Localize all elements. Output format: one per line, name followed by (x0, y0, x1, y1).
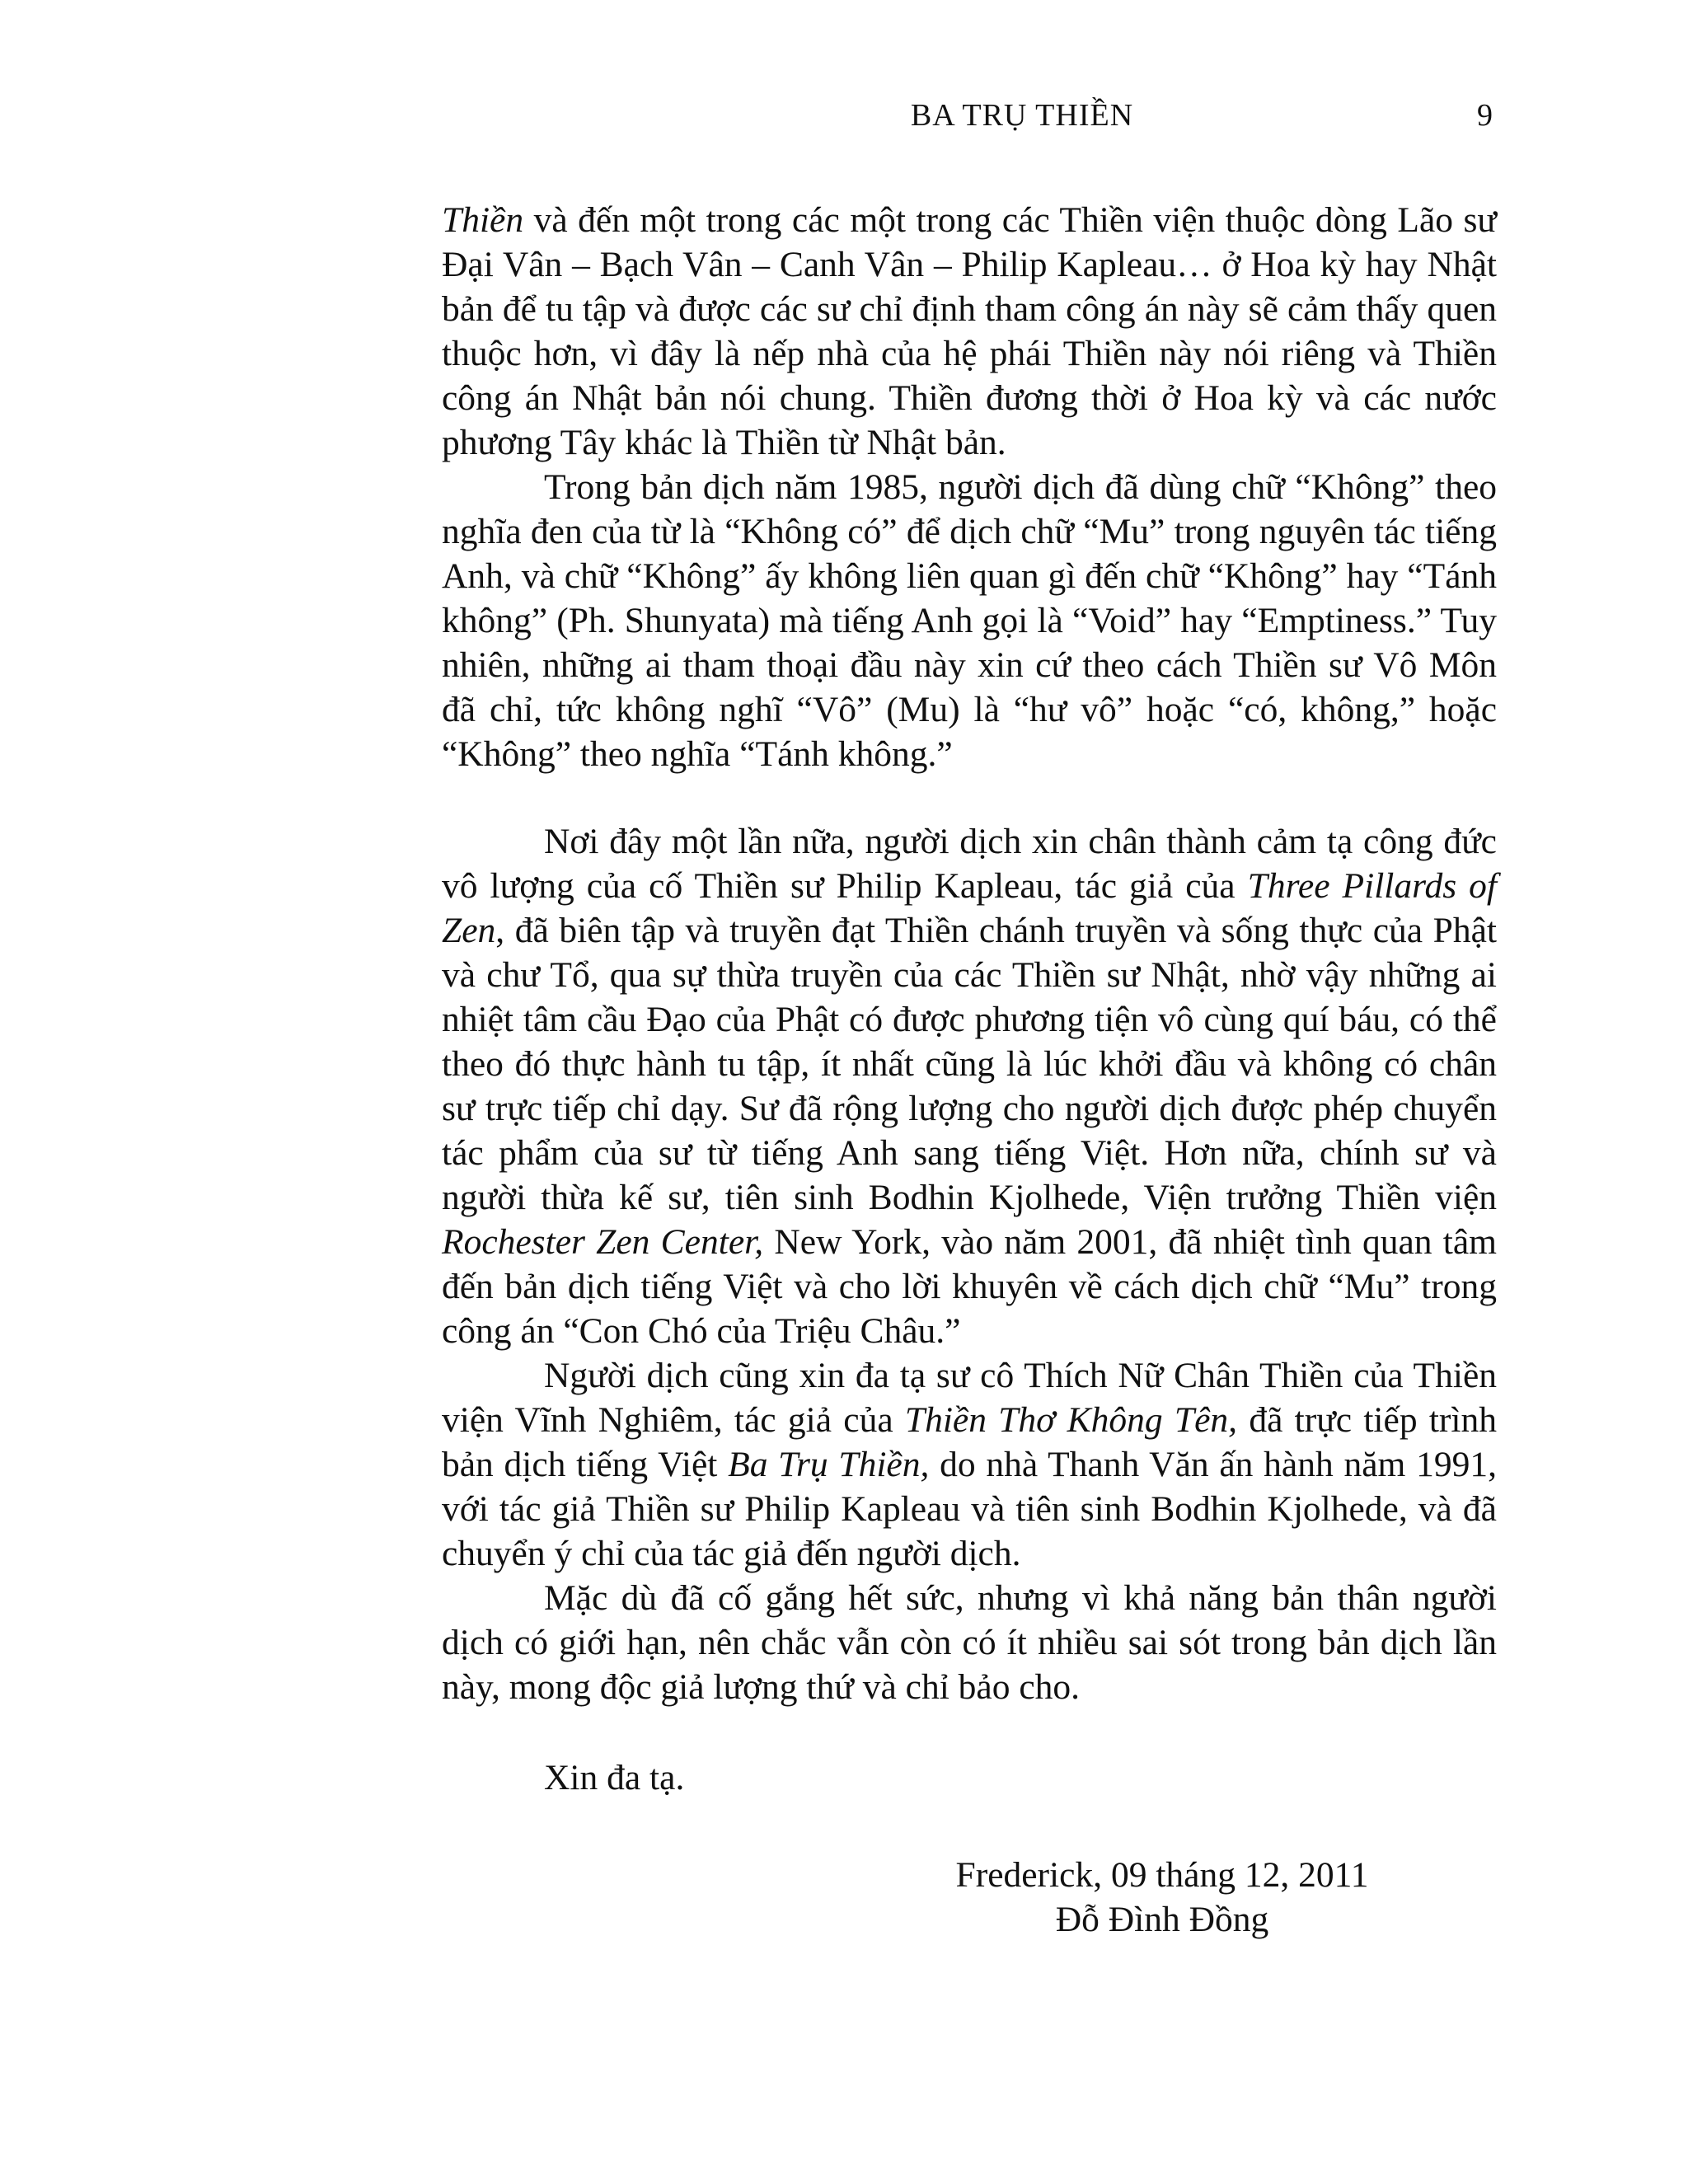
place-and-date: Frederick, 09 tháng 12, 2011 (955, 1855, 1369, 1895)
text-run: và đến một trong các một trong các Thiền viện thuộc dòng Lão sư Đại Vân – Bạch Vân – Canh Vân – Philip Kapleau… ở Hoa kỳ hay Nhật bản để tu tập và được các sư chỉ định tham công án này sẽ cảm thấy quen thuộc hơn, vì đây là nếp nhà của hệ phái Thiền này nói riêng và Thiền công án Nhật bản nói chung. Thiền đương thời ở Hoa kỳ và các nước phương Tây khác là Thiền từ Nhật bản. (442, 200, 1497, 462)
text-run: đã trực tiếp trình bản dịch tiếng Việt (442, 1400, 1497, 1484)
paragraph (442, 819, 1497, 1353)
running-header-title: BA TRỤ THIỀN (910, 98, 1134, 133)
italic-title: Thiền Thơ Không Tên, (904, 1400, 1238, 1440)
translator-signature: Đỗ Đình Đồng (1055, 1900, 1269, 1939)
text-run: Trong bản dịch năm 1985, người dịch đã dùng chữ “Không” theo nghĩa đen của từ là “Không có” để dịch chữ “Mu” trong nguyên tác tiếng Anh, và chữ “Không” ấy không liên quan gì đến chữ “Không” hay “Tánh không” (Ph. Shunyata) mà tiếng Anh gọi là “Void” hay “Emptiness.” Tuy nhiên, những ai tham thoại đầu này xin cứ theo cách Thiền sư Vô Môn đã chỉ, tức không nghĩ “Vô” (Mu) là “hư vô” hoặc “có, không,” hoặc “Không” theo nghĩa “Tánh không.” (442, 467, 1497, 774)
page-number: 9 (1477, 98, 1493, 133)
paragraph (442, 198, 1497, 465)
italic-title: Ba Trụ Thiền, (728, 1445, 930, 1484)
italic-title: Rochester Zen Center, (442, 1222, 764, 1262)
text-run: do nhà Thanh Văn ấn hành năm 1991, với tác giả Thiền sư Philip Kapleau và tiên sinh Bodhin Kjolhede, và đã chuyển ý chỉ của tác giả đến người dịch. (442, 1445, 1497, 1573)
paragraph (442, 1353, 1497, 1576)
text-run: Mặc dù đã cố gắng hết sức, nhưng vì khả năng bản thân người dịch có giới hạn, nên chắc vẫn còn có ít nhiều sai sót trong bản dịch lần này, mong độc giả lượng thứ và chỉ bảo cho. (442, 1578, 1497, 1707)
text-run: , đã biên tập và truyền đạt Thiền chánh truyền và sống thực của Phật và chư Tổ, qua sự thừa truyền của các Thiền sư Nhật, nhờ vậy những ai nhiệt tâm cầu Đạo của Phật có được phương tiện vô cùng quí báu, có thể theo đó thực hành tu tập, ít nhất cũng là lúc khởi đầu và không có chân sư trực tiếp chỉ dạy. Sư đã rộng lượng cho người dịch được phép chuyển tác phẩm của sư từ tiếng Anh sang tiếng Việt. Hơn nữa, chính sư và người thừa kế sư, tiên sinh Bodhin Kjolhede, Viện trưởng Thiền viện (442, 911, 1497, 1217)
italic-title: Thiền (442, 200, 524, 240)
text-run: Nơi đây một lần nữa, người dịch xin chân thành cảm tạ công đức vô lượng của cố Thiền sư Philip Kapleau, tác giả của (442, 822, 1497, 906)
text-run: Người dịch cũng xin đa tạ sư cô Thích Nữ Chân Thiền của Thiền viện Vĩnh Nghiêm, tác giả của (442, 1356, 1497, 1440)
body-text (442, 198, 1497, 1800)
italic-title: Three Pillards of Zen (442, 866, 1497, 950)
text-run: New York, vào năm 2001, đã nhiệt tình quan tâm đến bản dịch tiếng Việt và cho lời khuyên về cách dịch chữ “Mu” trong công án “Con Chó của Triệu Châu.” (442, 1222, 1497, 1351)
paragraph (442, 1576, 1497, 1709)
paragraph (442, 465, 1497, 776)
closing-thanks: Xin đa tạ. (544, 1758, 685, 1797)
